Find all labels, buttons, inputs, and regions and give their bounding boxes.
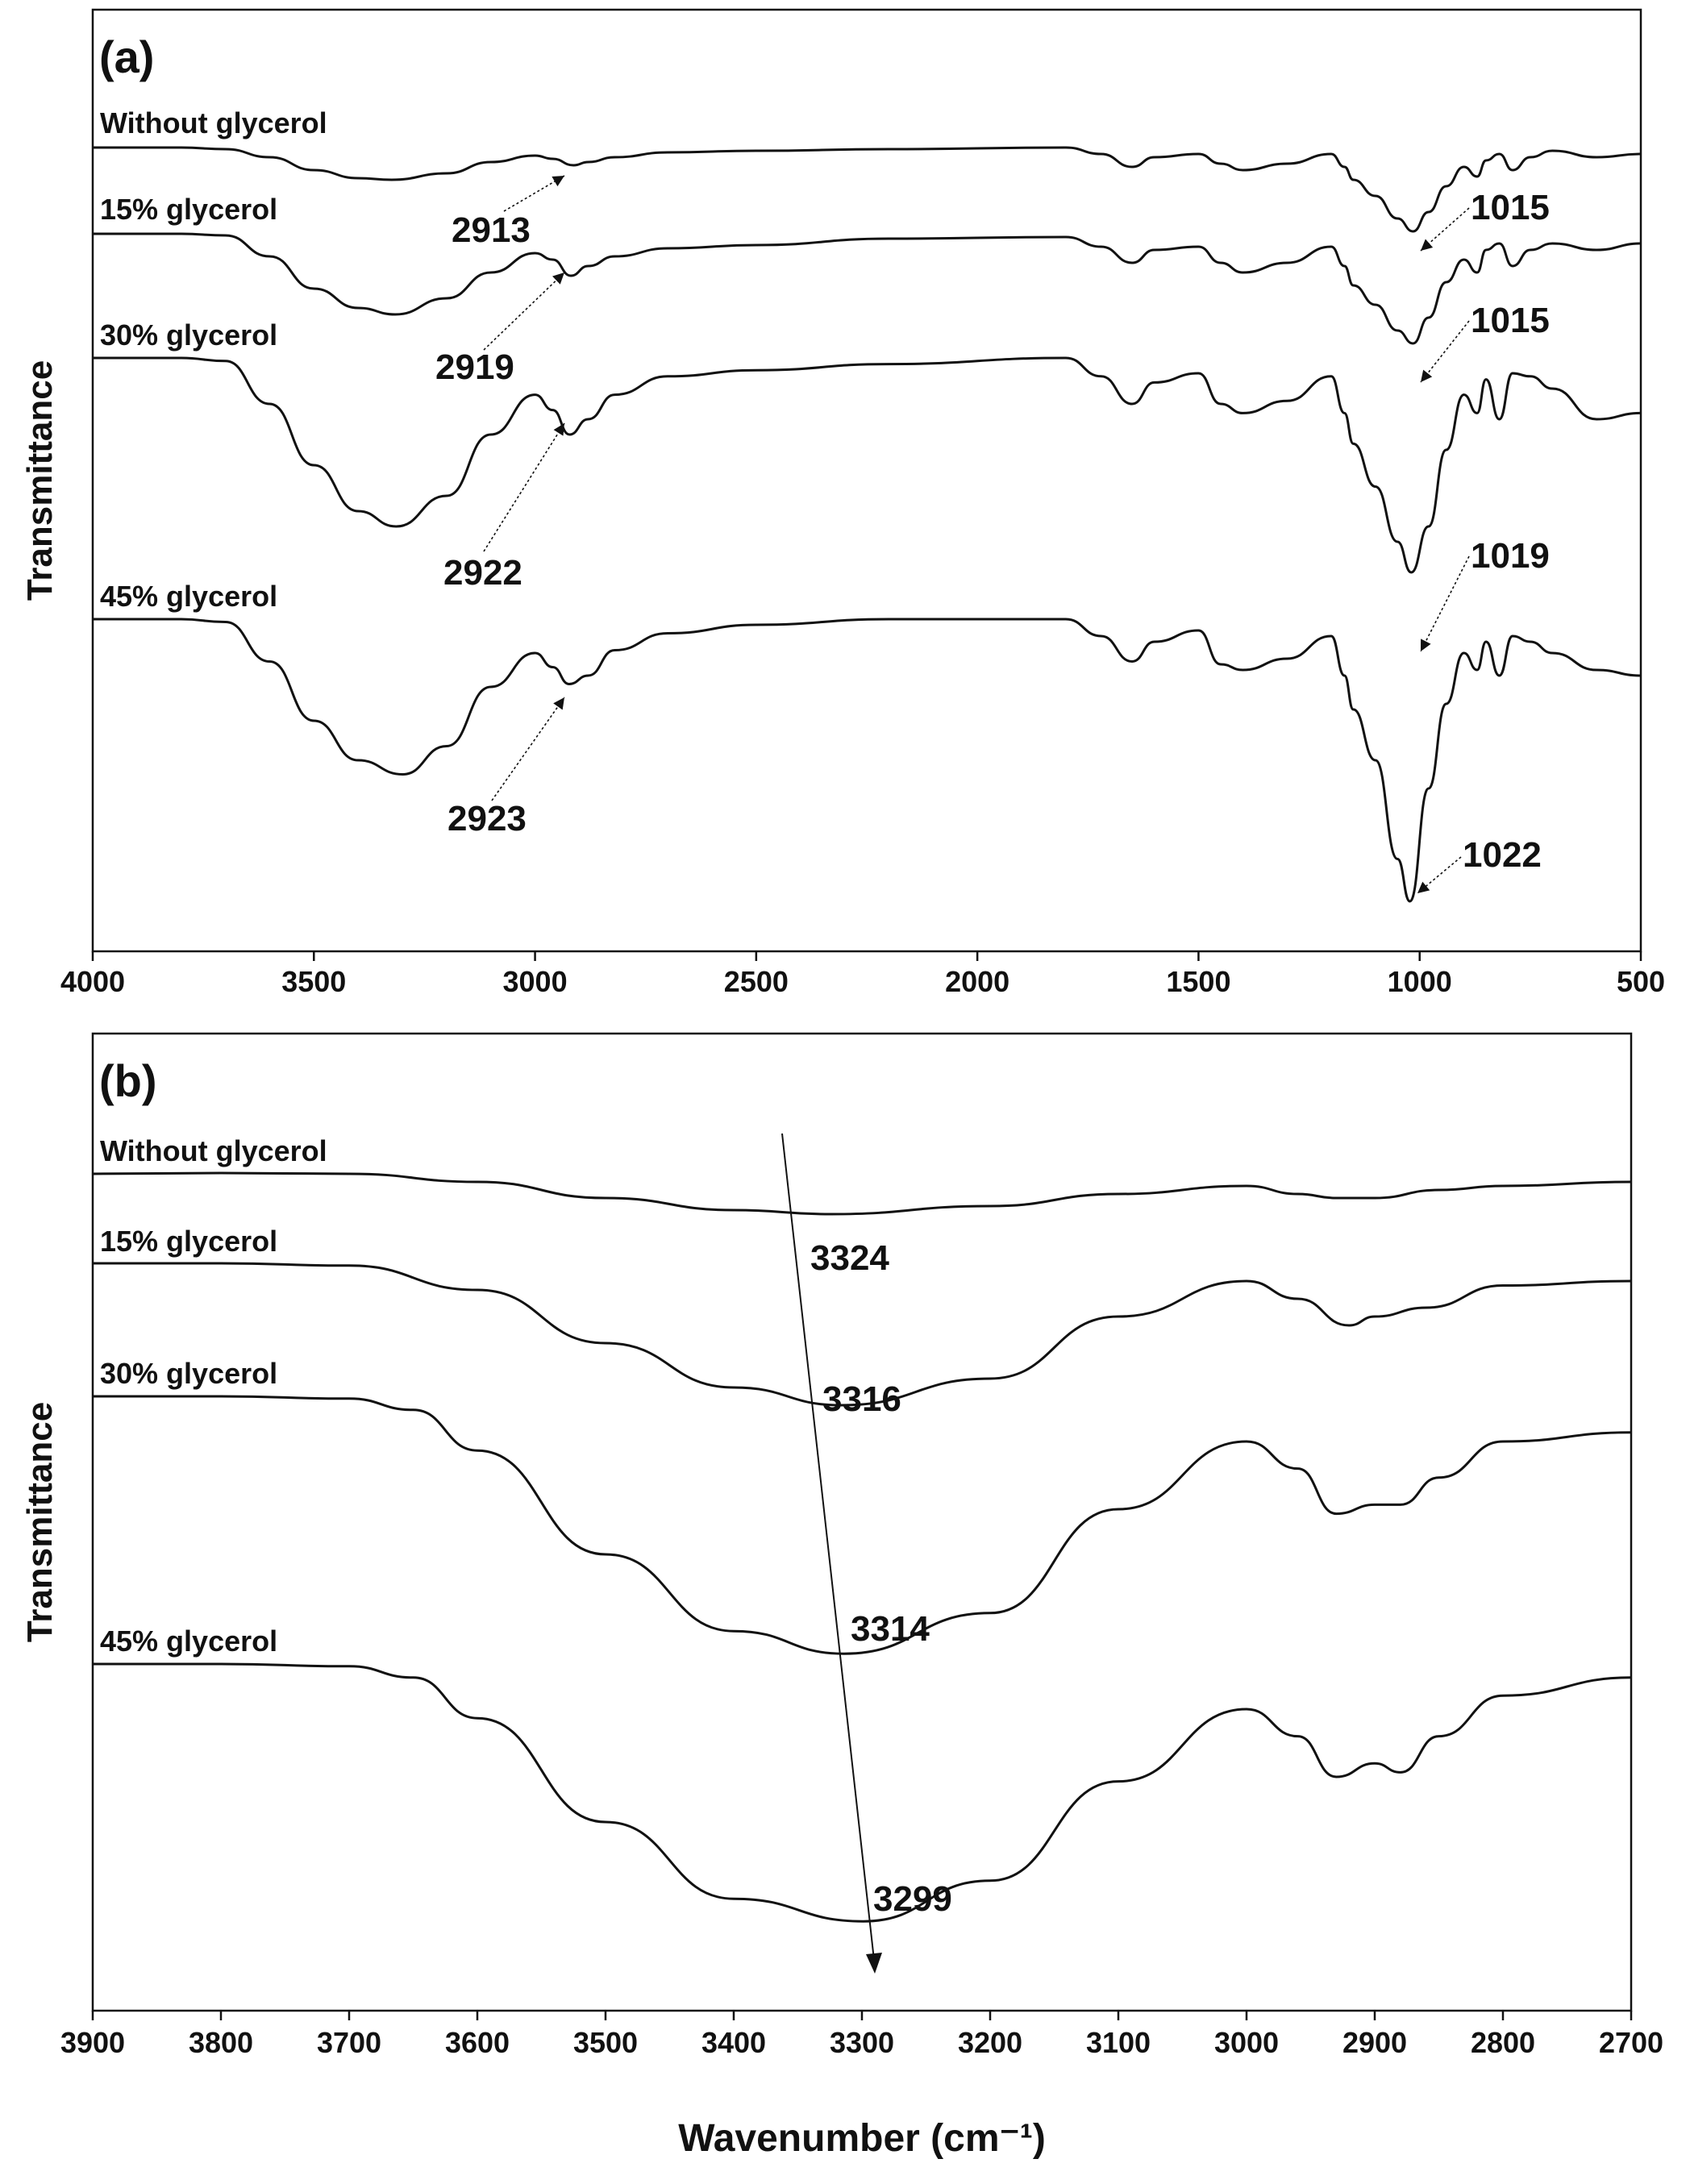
x-tick-label: 2700 (1598, 2026, 1664, 2059)
panel-a-traces (93, 148, 1641, 901)
panel-b-label: (b) (99, 1055, 157, 1106)
panel-a-x-ticks (60, 951, 1665, 998)
x-tick-label: 3200 (957, 2026, 1023, 2059)
peak-annotation: 3316 (822, 1379, 901, 1419)
series-line (93, 619, 1641, 901)
x-tick-label: 3900 (60, 2026, 126, 2059)
panel-b-frame (93, 1034, 1631, 2011)
peak-annotation: 1022 (1463, 835, 1542, 875)
x-tick-label: 3800 (188, 2026, 254, 2059)
series-line (93, 148, 1641, 231)
x-tick-label: 3700 (316, 2026, 382, 2059)
peak-annotation: 3314 (851, 1609, 930, 1649)
panel-b-y-axis-label: Transmittance (20, 1401, 60, 1643)
x-tick-label: 2900 (1342, 2026, 1408, 2059)
annotation-arrow (492, 697, 564, 801)
peak-annotation: 2923 (447, 799, 527, 838)
peak-annotation: 1015 (1471, 301, 1550, 340)
x-tick-label: 3000 (502, 965, 568, 998)
peak-annotation: 1019 (1471, 536, 1550, 576)
peak-annotation: 3299 (873, 1879, 952, 1919)
annotation-arrowhead (553, 697, 564, 709)
x-tick-label: 3300 (829, 2026, 895, 2059)
series-label: Without glycerol (100, 1134, 327, 1167)
series-label: 15% glycerol (100, 1225, 278, 1258)
x-axis-label: Wavenumber (cm⁻¹) (678, 2117, 1046, 2160)
series-label: 45% glycerol (100, 1624, 278, 1658)
x-tick-label: 2500 (723, 965, 789, 998)
panel-b (20, 1034, 1663, 2160)
series-label: 30% glycerol (100, 1357, 278, 1390)
annotation-arrowhead (1417, 882, 1430, 893)
x-tick-label: 1000 (1387, 965, 1452, 998)
series-label: 30% glycerol (100, 318, 278, 352)
panel-a-y-axis-label: Transmittance (20, 360, 60, 601)
x-tick-label: 4000 (60, 965, 126, 998)
annotation-arrowhead (552, 176, 564, 186)
peak-annotation: 2919 (435, 347, 514, 387)
series-label: 45% glycerol (100, 580, 278, 613)
x-tick-label: 3400 (701, 2026, 767, 2059)
panel-b-trend-arrowhead (866, 1953, 882, 1974)
series-line (93, 358, 1641, 572)
annotation-arrow (1421, 556, 1469, 651)
peak-annotation: 1015 (1471, 188, 1550, 227)
x-tick-label: 1500 (1166, 965, 1231, 998)
panel-b-traces (93, 1173, 1631, 1921)
annotation-arrow (484, 423, 564, 551)
x-tick-label: 2000 (945, 965, 1010, 998)
peak-annotation: 3324 (810, 1238, 889, 1278)
series-label: Without glycerol (100, 106, 327, 139)
series-line (93, 1664, 1631, 1921)
series-line (93, 234, 1641, 343)
x-tick-label: 500 (1616, 965, 1666, 998)
panel-b-x-ticks (60, 2011, 1663, 2059)
panel-a-frame (93, 10, 1641, 951)
series-line (93, 1173, 1631, 1214)
x-tick-label: 2800 (1470, 2026, 1536, 2059)
annotation-arrowhead (1421, 370, 1432, 382)
x-tick-label: 3500 (281, 965, 347, 998)
annotation-arrow (1421, 321, 1469, 382)
x-tick-label: 3000 (1213, 2026, 1280, 2059)
x-tick-label: 3600 (444, 2026, 510, 2059)
peak-annotation: 2913 (452, 210, 531, 250)
annotation-arrowhead (1421, 639, 1431, 651)
x-tick-label: 3100 (1085, 2026, 1151, 2059)
annotation-arrow (484, 272, 564, 350)
series-label: 15% glycerol (100, 193, 278, 226)
x-tick-label: 3500 (572, 2026, 639, 2059)
panel-a (20, 10, 1665, 998)
annotation-arrowhead (554, 423, 564, 436)
panel-a-label: (a) (99, 31, 155, 82)
peak-annotation: 2922 (443, 553, 522, 593)
